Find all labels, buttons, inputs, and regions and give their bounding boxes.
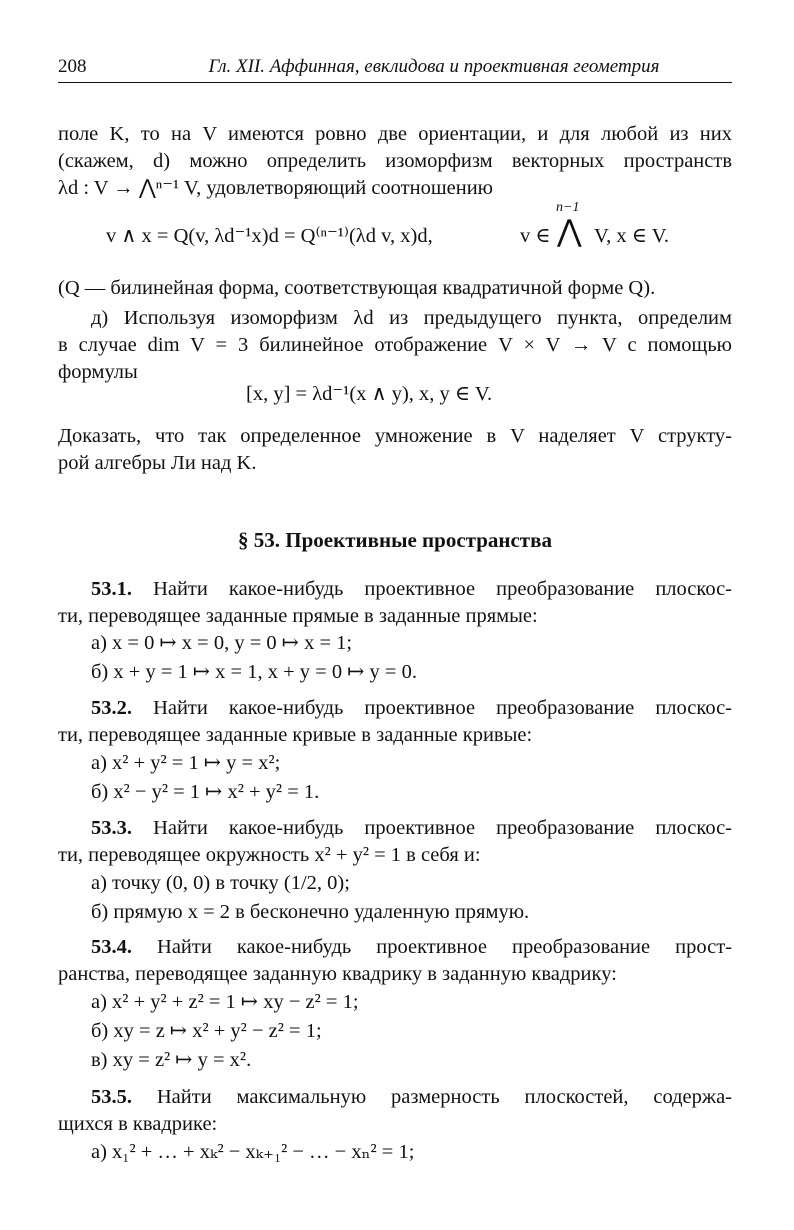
problem-number: 53.4. <box>91 936 132 958</box>
problem-text: ти, переводящее заданные прямые в заданные прямые: <box>58 605 538 627</box>
problem-item: а) x² + y² = 1 ↦ y = x²; <box>91 752 281 774</box>
text-line: (Q — билинейная форма, соответствующая квадратичной форме Q). <box>58 277 656 299</box>
problem-text: Найти какое-нибудь проективное преобразование плоскос- <box>153 578 733 600</box>
problem-text: Найти какое-нибудь проективное преобразование плоскос- <box>153 697 733 719</box>
problem-number: 53.5. <box>91 1086 132 1108</box>
problem-item: а) x = 0 ↦ x = 0, y = 0 ↦ x = 1; <box>91 632 353 654</box>
problem-item: а) x₁² + … + xₖ² − xₖ₊₁² − … − xₙ² = 1; <box>91 1141 415 1163</box>
problem-text: Найти максимальную размерность плоскостей, содержа- <box>156 1086 732 1108</box>
problem-number: 53.1. <box>91 578 132 600</box>
page-header <box>58 52 732 83</box>
problem-53-1 <box>91 576 732 602</box>
problem-53-5 <box>91 1084 732 1110</box>
problem-text: ти, переводящее заданные кривые в заданные кривые: <box>58 724 533 746</box>
text-line: поле K, то на V имеются ровно две ориентации, и для любой из них <box>58 123 732 145</box>
problem-text: щихся в квадрике: <box>58 1113 218 1135</box>
equation-membership-rest: V, x ∈ V. <box>594 225 670 247</box>
problem-text: ти, переводящее окружность x² + y² = 1 в себя и: <box>58 844 481 866</box>
text-line: д) Используя изоморфизм λd из предыдущего пункта, определим <box>91 307 732 329</box>
problem-53-4 <box>91 934 732 960</box>
text-line: Доказать, что так определенное умножение в V наделяет V структу- <box>58 425 732 447</box>
problem-item: б) прямую x = 2 в бесконечно удаленную прямую. <box>91 901 530 923</box>
problem-item: а) точку (0, 0) в точку (1/2, 0); <box>91 872 350 894</box>
exterior-power-symbol: ⋀ <box>557 214 582 249</box>
problem-item: б) x² − y² = 1 ↦ x² + y² = 1. <box>91 781 320 803</box>
problem-item: а) x² + y² + z² = 1 ↦ xy − z² = 1; <box>91 991 359 1013</box>
text-line: в случае dim V = 3 билинейное отображение V × V → V с помощью <box>58 334 732 356</box>
problem-item: б) xy = z ↦ x² + y² − z² = 1; <box>91 1020 322 1042</box>
equation-lie-bracket: [x, y] = λd⁻¹(x ∧ y), x, y ∈ V. <box>246 383 493 405</box>
equation-membership-v: v ∈ <box>520 225 551 247</box>
text-line: рой алгебры Ли над K. <box>58 452 257 474</box>
problem-number: 53.3. <box>91 817 132 839</box>
problem-text: Найти какое-нибудь проективное преобразование прост- <box>157 936 733 958</box>
text-line: формулы <box>58 361 138 383</box>
wedge-superscript: n−1 <box>556 200 580 215</box>
problem-item: в) xy = z² ↦ y = x². <box>91 1049 252 1071</box>
problem-53-3 <box>91 815 732 841</box>
section-heading: § 53. Проективные пространства <box>238 528 552 552</box>
equation-orientation: v ∧ x = Q(v, λd⁻¹x)d = Q⁽ⁿ⁻¹⁾(λd v, x)d, <box>106 225 433 247</box>
problem-item: б) x + y = 1 ↦ x = 1, x + y = 0 ↦ y = 0. <box>91 661 417 683</box>
problem-text: Найти какое-нибудь проективное преобразование плоскос- <box>153 817 733 839</box>
text-line: (скажем, d) можно определить изоморфизм векторных пространств <box>58 150 732 172</box>
problem-53-2 <box>91 695 732 721</box>
running-title: Гл. XII. Аффинная, евклидова и проективная геометрия <box>208 56 660 77</box>
problem-number: 53.2. <box>91 697 132 719</box>
problem-text: ранства, переводящее заданную квадрику в заданную квадрику: <box>58 963 617 985</box>
page-number: 208 <box>58 56 87 77</box>
text-line: λd : V → ⋀ⁿ⁻¹ V, удовлетворяющий соотношению <box>58 177 493 199</box>
